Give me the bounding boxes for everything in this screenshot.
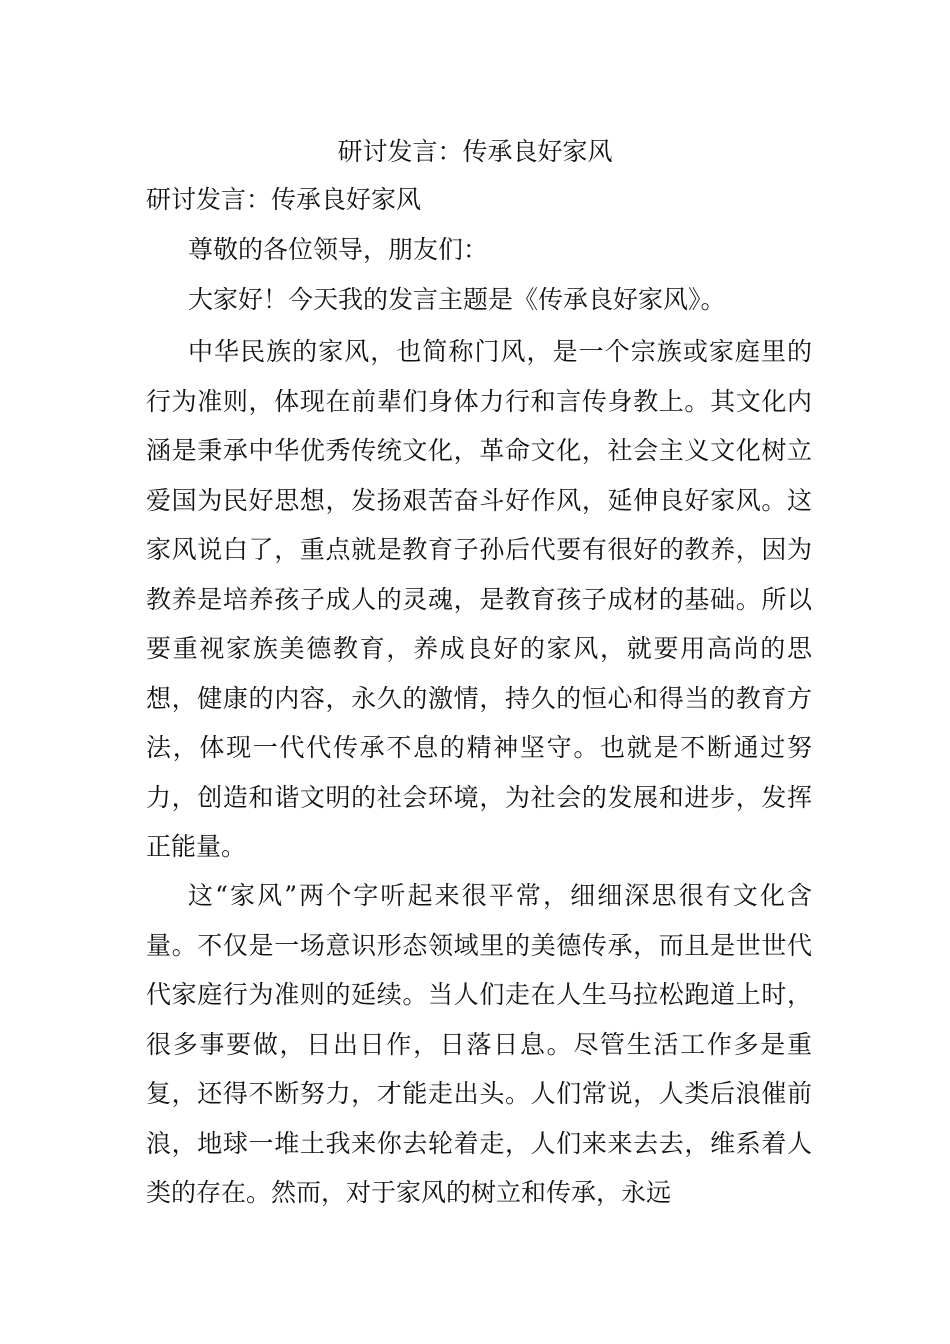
body-paragraph-2: 这“家风”两个字听起来很平常，细细深思很有文化含量。不仅是一场意识形态领域里的美德传承，而且是世世代代家庭行为准则的延续。当人们走在人生马拉松跑道上时，很多事要做，日出日作，日落日息。尽管生活工作多是重复，还得不断努力，才能走出头。人们常说，人类后浪催前浪，地球一堆土我来你去轮着走，人们来来去去，维系着人类的存在。然而，对于家风的树立和传承，永远 [146, 881, 812, 1207]
greeting-line: 尊敬的各位领导，朋友们： [188, 235, 489, 264]
opening-line: 大家好！今天我的发言主题是《传承良好家风》。 [188, 285, 726, 314]
body-paragraph-1: 中华民族的家风，也简称门风，是一个宗族或家庭里的行为准则，体现在前辈们身体力行和言传身教上。其文化内涵是秉承中华优秀传统文化，革命文化，社会主义文化树立爱国为民好思想，发扬艰苦奋斗好作风，延伸良好家风。这家风说白了，重点就是教育子孙后代要有很好的教养，因为教养是培养孩子成人的灵魂，是教育孩子成材的基础。所以要重视家族美德教育，养成良好的家风，就要用高尚的思想，健康的内容，永久的激情，持久的恒心和得当的教育方法，体现一代代传承不息的精神坚守。也就是不断通过努力，创造和谐文明的社会环境，为社会的发展和进步，发挥正能量。 [146, 337, 812, 861]
page-title: 研讨发言：传承良好家风 [337, 137, 613, 166]
document-subtitle: 研讨发言：传承良好家风 [146, 185, 422, 214]
